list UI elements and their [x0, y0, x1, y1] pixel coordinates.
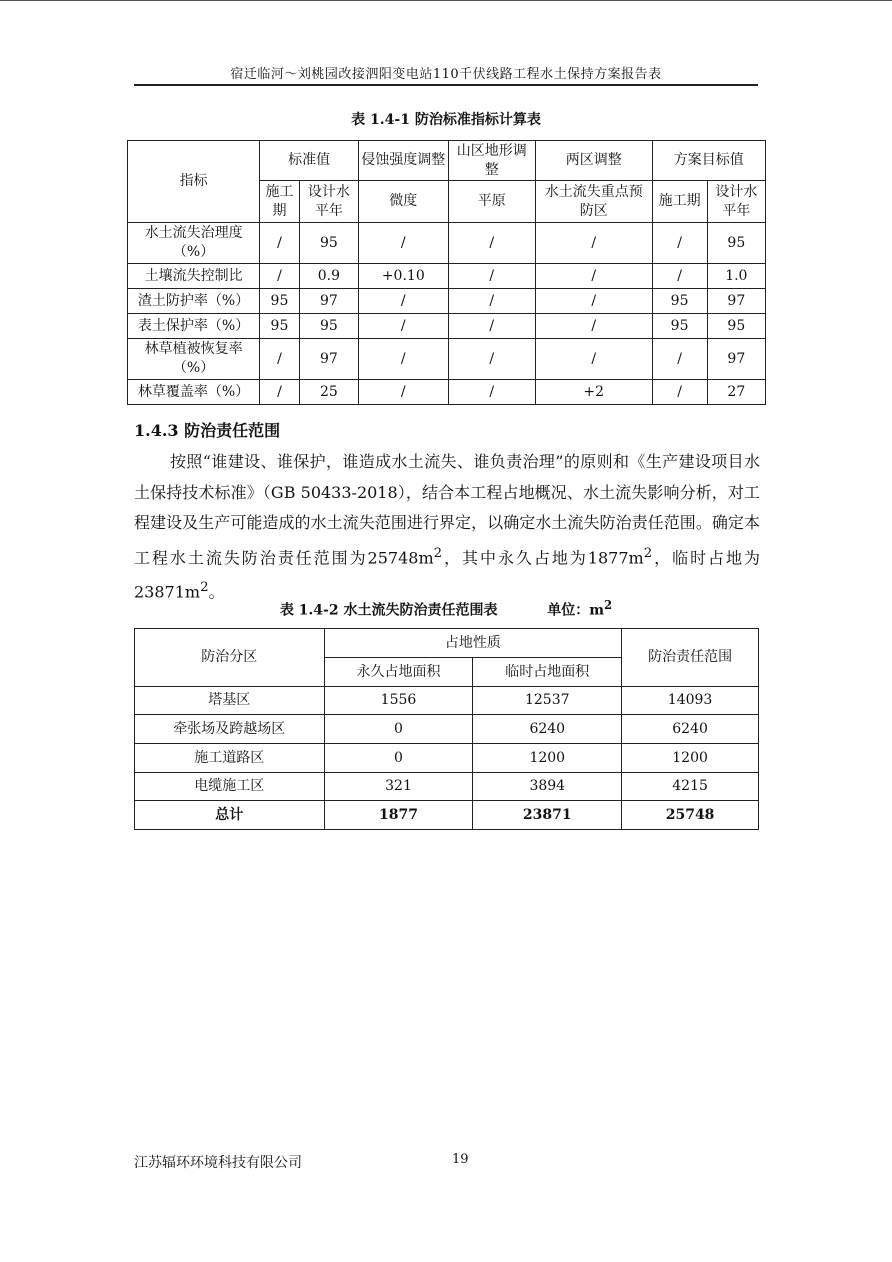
cell: /: [535, 289, 652, 314]
cell: /: [652, 223, 707, 264]
cell: 3894: [473, 773, 622, 801]
zone-cell: 塔基区: [135, 687, 325, 715]
cell: /: [359, 223, 449, 264]
responsibility-table: [134, 628, 759, 830]
cell: 6240: [622, 715, 759, 744]
row-indicator: 土壤流失控制比: [128, 264, 260, 289]
cell: 0: [324, 744, 473, 773]
cell: /: [359, 314, 449, 339]
cell: /: [448, 289, 535, 314]
header-erosion: 侵蚀强度调整: [359, 141, 449, 181]
table-row: [128, 289, 766, 314]
header-scope: 防治责任范围: [622, 629, 759, 687]
cell: 95: [260, 289, 300, 314]
table-row: [135, 715, 759, 744]
table2-unit: 单位：m: [547, 602, 605, 619]
table-row: [135, 687, 759, 715]
cell: /: [652, 380, 707, 405]
row-indicator: 表土保护率（%）: [128, 314, 260, 339]
permanent-area: 1877m: [587, 547, 644, 567]
row-indicator: 林草覆盖率（%）: [128, 380, 260, 405]
header-slight: 微度: [359, 181, 449, 223]
cell: 97: [299, 339, 358, 380]
cell: 27: [707, 380, 765, 405]
section-paragraph: [134, 447, 760, 608]
paragraph-text: 。: [208, 582, 225, 602]
zone-cell: 电缆施工区: [135, 773, 325, 801]
paragraph-text: 按照“谁建设、谁保护，谁造成水土流失、谁负责治理”的原则和《生产建设项目水土保持技术标准》（GB 50433-2018），结合本工程占地概况、水土流失影响分析，对工程建设及生产可能造成的水土流失范围进行界定，以确定水土流失防治责任范围。确定本工程水土流失防治责任范围为: [134, 452, 760, 567]
header-standard: 标准值: [260, 141, 359, 181]
row-indicator: 林草植被恢复率（%）: [128, 339, 260, 380]
table-row: [128, 339, 766, 380]
cell: /: [448, 264, 535, 289]
sup-2: 2: [200, 580, 209, 596]
header-zones: 两区调整: [535, 141, 652, 181]
cell: /: [260, 339, 300, 380]
header-zone: 防治分区: [135, 629, 325, 687]
cell: +2: [535, 380, 652, 405]
cell: 95: [299, 223, 358, 264]
table-row: [128, 314, 766, 339]
header-construction-2: 施工期: [652, 181, 707, 223]
cell: 0.9: [299, 264, 358, 289]
total-area: 25748m: [367, 547, 434, 567]
table-row: [128, 380, 766, 405]
cell: 14093: [622, 687, 759, 715]
paragraph-text: ，其中永久占地为: [442, 547, 588, 567]
header-construction: 施工期: [260, 181, 300, 223]
cell: 4215: [622, 773, 759, 801]
total-permanent: 1877: [324, 801, 473, 830]
header-prevention: 水土流失重点预防区: [535, 181, 652, 223]
running-header: 宿迁临河～刘桃园改接泗阳变电站110千伏线路工程水土保持方案报告表: [230, 67, 662, 82]
cell: 95: [707, 223, 765, 264]
cell: +0.10: [359, 264, 449, 289]
total-label: 总计: [135, 801, 325, 830]
sup-2: 2: [433, 545, 443, 561]
cell: 97: [707, 339, 765, 380]
header-plain: 平原: [448, 181, 535, 223]
cell: /: [448, 380, 535, 405]
cell: 95: [652, 314, 707, 339]
cell: /: [448, 314, 535, 339]
header-terrain: 山区地形调整: [448, 141, 535, 181]
table2-title: 表 1.4-2 水土流失防治责任范围表: [279, 602, 498, 619]
cell: /: [359, 339, 449, 380]
cell: /: [359, 289, 449, 314]
row-indicator: 渣土防护率（%）: [128, 289, 260, 314]
zone-cell: 牵张场及跨越场区: [135, 715, 325, 744]
cell: /: [652, 264, 707, 289]
header-design-2: 设计水平年: [707, 181, 765, 223]
section-title: 1.4.3 防治责任范围: [134, 421, 281, 440]
cell: /: [448, 339, 535, 380]
cell: 25: [299, 380, 358, 405]
cell: 321: [324, 773, 473, 801]
table-row: [135, 773, 759, 801]
header-target: 方案目标值: [652, 141, 765, 181]
table-row: [135, 744, 759, 773]
table2-caption: [134, 598, 758, 620]
header-rule: [134, 84, 758, 86]
footer-company: 江苏辐环环境科技有限公司: [134, 1155, 302, 1171]
table-row: [128, 223, 766, 264]
cell: 6240: [473, 715, 622, 744]
total-temporary: 23871: [473, 801, 622, 830]
header-indicator: 指标: [128, 141, 260, 223]
cell: /: [260, 380, 300, 405]
cell: 1200: [622, 744, 759, 773]
zone-cell: 施工道路区: [135, 744, 325, 773]
total-scope: 25748: [622, 801, 759, 830]
temporary-area: 23871m: [134, 582, 201, 602]
cell: /: [359, 380, 449, 405]
page-number: 19: [452, 1152, 469, 1167]
table-row: [128, 264, 766, 289]
paragraph-text: ，临时占地为: [652, 547, 760, 567]
cell: 1200: [473, 744, 622, 773]
header-temporary: 临时占地面积: [473, 658, 622, 687]
cell: /: [448, 223, 535, 264]
cell: 0: [324, 715, 473, 744]
row-indicator: 水土流失治理度（%）: [128, 223, 260, 264]
cell: 95: [652, 289, 707, 314]
header-land-type: 占地性质: [324, 629, 622, 658]
cell: /: [535, 339, 652, 380]
cell: 95: [299, 314, 358, 339]
cell: 1.0: [707, 264, 765, 289]
cell: 97: [299, 289, 358, 314]
cell: 12537: [473, 687, 622, 715]
cell: /: [535, 264, 652, 289]
cell: /: [652, 339, 707, 380]
unit-sup: 2: [604, 598, 613, 612]
table1-caption: 表 1.4-1 防治标准指标计算表: [351, 112, 541, 128]
cell: /: [260, 264, 300, 289]
cell: 95: [260, 314, 300, 339]
header-permanent: 永久占地面积: [324, 658, 473, 687]
sup-2: 2: [643, 545, 653, 561]
cell: 97: [707, 289, 765, 314]
cell: /: [260, 223, 300, 264]
cell: 1556: [324, 687, 473, 715]
total-row: [135, 801, 759, 830]
cell: 95: [707, 314, 765, 339]
cell: /: [535, 314, 652, 339]
standards-table: [127, 140, 766, 405]
header-design: 设计水平年: [299, 181, 358, 223]
page-top-edge: [0, 0, 892, 1]
cell: /: [535, 223, 652, 264]
